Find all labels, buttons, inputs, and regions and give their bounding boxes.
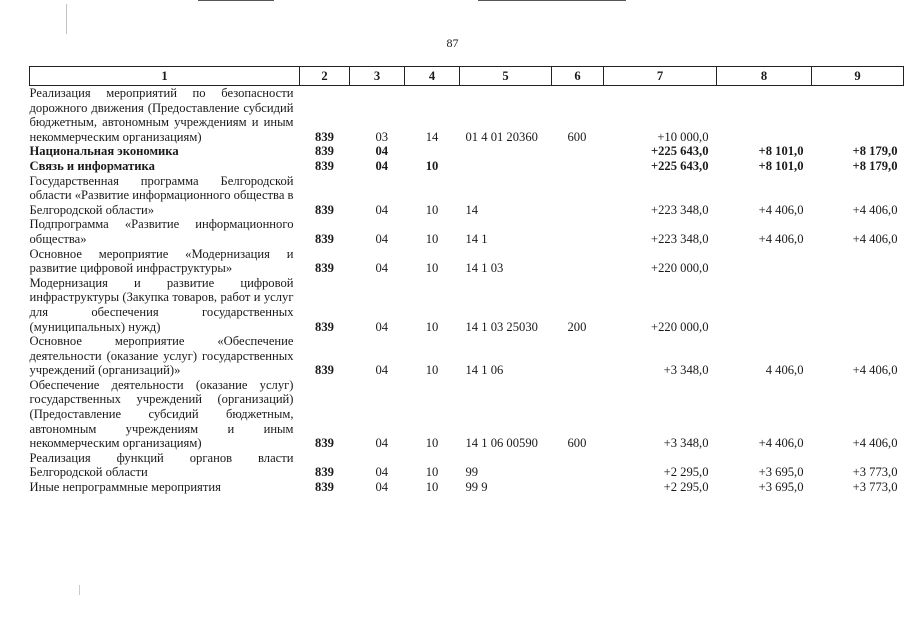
cell-amount-8 [717,247,812,276]
cell-amount-8: +8 101,0 [758,158,804,173]
cell-expense-type [552,334,604,378]
cell-section: 04 [375,231,389,246]
cell-subsection: 10 [425,465,439,480]
column-header: 9 [812,67,904,86]
cell-section: 04 [375,319,389,334]
table-row [30,86,904,145]
cell-section: 04 [375,480,389,495]
cell-subsection: 14 [425,129,439,144]
table-row [30,378,904,451]
cell-subsection: 10 [425,319,439,334]
cell-section: 04 [375,465,389,480]
cell-amount-7: +225 643,0 [650,144,709,159]
top-rule-right [478,0,626,1]
column-header: 3 [350,67,405,86]
cell-code: 839 [315,465,334,480]
cell-expense-type [552,174,604,218]
column-header: 5 [460,67,552,86]
cell-target-article: 14 [465,202,479,217]
cell-code: 839 [315,319,334,334]
scan-mark [66,4,67,34]
cell-amount-9: +4 406,0 [852,363,898,378]
cell-amount-7: +10 000,0 [657,129,709,144]
cell-amount-9: +4 406,0 [852,231,898,246]
cell-code: 839 [315,480,334,495]
item-name: Связь и информатика [29,158,155,173]
cell-subsection: 10 [425,202,439,217]
cell-expense-type [552,480,604,495]
column-header: 4 [405,67,460,86]
cell-section: 04 [375,436,389,451]
top-rule-left [198,0,274,1]
item-name: Модернизация и развитие цифровой инфраструктуры (Закупка товаров, работ и услуг для обеспечения государственных (муниципальных) нужд) [29,275,294,334]
cell-code: 839 [315,231,334,246]
cell-amount-9: +4 406,0 [852,202,898,217]
table-row [30,480,904,495]
item-name: Реализация функций органов власти Белгородской области [29,450,294,480]
cell-section: 04 [375,202,389,217]
column-header: 1 [30,67,300,86]
cell-amount-7: +220 000,0 [651,319,709,334]
cell-amount-7: +2 295,0 [663,480,709,495]
cell-subsection: 10 [425,261,439,276]
cell-amount-8 [717,86,812,145]
cell-expense-type: 600 [567,436,587,451]
column-header: 2 [300,67,350,86]
cell-amount-7: +3 348,0 [663,436,709,451]
cell-expense-type [552,159,604,174]
cell-target-article: 14 1 06 00590 [465,436,538,451]
cell-amount-7: +2 295,0 [663,465,709,480]
table-row [30,451,904,480]
cell-subsection: 10 [425,158,439,173]
cell-target-article [460,144,552,159]
cell-amount-9: +3 773,0 [852,465,898,480]
cell-code: 839 [315,144,334,159]
cell-amount-9: +8 179,0 [852,158,898,173]
table-row [30,217,904,246]
cell-amount-8: +4 406,0 [758,436,804,451]
page-number: 87 [446,36,459,50]
cell-expense-type [552,247,604,276]
cell-amount-8: 4 406,0 [765,363,804,378]
cell-expense-type: 600 [567,129,587,144]
item-name: Обеспечение деятельности (оказание услуг) государственных учреждений (организаций) (Предоставление субсидий бюджетным, автономным учреждениям и иным некоммерческим организациям) [29,377,294,451]
cell-target-article: 14 1 06 [465,363,504,378]
cell-amount-8: +4 406,0 [758,231,804,246]
table-header-row [30,67,904,86]
cell-amount-8: +3 695,0 [758,465,804,480]
item-name: Основное мероприятие «Обеспечение деятельности (оказание услуг) государственных учреждений (организаций)» [29,334,294,378]
cell-expense-type [552,144,604,159]
cell-code: 839 [315,363,334,378]
table-row [30,159,904,174]
cell-subsection: 10 [425,363,439,378]
item-name: Реализация мероприятий по безопасности дорожного движения (Предоставление субсидий бюджетным, автономным учреждениям и иным некоммерческим организациям) [29,86,294,144]
item-name: Иные непрограммные мероприятия [29,480,221,495]
cell-expense-type [552,217,604,246]
cell-amount-8: +4 406,0 [758,202,804,217]
cell-subsection: 10 [425,231,439,246]
cell-target-article: 99 [465,465,479,480]
cell-code: 839 [315,129,334,144]
cell-amount-7: +223 348,0 [651,231,709,246]
cell-section: 04 [375,363,389,378]
scan-mark [79,585,80,595]
cell-subsection: 10 [425,480,439,495]
column-header: 8 [717,67,812,86]
cell-amount-9: +8 179,0 [852,144,898,159]
cell-section: 04 [375,144,389,159]
budget-table [29,66,904,495]
cell-target-article: 14 1 03 25030 [465,319,538,334]
cell-section: 04 [375,261,389,276]
cell-amount-9: +4 406,0 [852,436,898,451]
cell-target-article: 99 9 [465,480,488,495]
cell-expense-type [552,451,604,480]
item-name: Национальная экономика [29,144,179,159]
column-header: 6 [552,67,604,86]
cell-target-article: 14 1 [465,231,488,246]
cell-amount-8: +3 695,0 [758,480,804,495]
column-header: 7 [604,67,717,86]
cell-amount-8: +8 101,0 [758,144,804,159]
cell-amount-7: +225 643,0 [650,158,709,173]
cell-code: 839 [315,436,334,451]
cell-amount-7: +220 000,0 [651,261,709,276]
cell-amount-7: +223 348,0 [651,202,709,217]
table-row [30,276,904,334]
cell-section: 04 [375,158,389,173]
cell-amount-8 [717,276,812,334]
cell-subsection [405,144,460,159]
table-row [30,174,904,218]
cell-amount-9 [812,247,904,276]
cell-section: 03 [375,129,389,144]
cell-code: 839 [315,158,334,173]
cell-target-article [460,159,552,174]
table-row [30,334,904,378]
item-name: Подпрограмма «Развитие информационного общества» [29,217,294,246]
cell-target-article: 01 4 01 20360 [465,129,538,144]
item-name: Государственная программа Белгородской области «Развитие информационного общества в Белгородской области» [29,173,294,217]
cell-amount-9 [812,276,904,334]
table-row [30,144,904,159]
item-name: Основное мероприятие «Модернизация и развитие цифровой инфраструктуры» [29,246,294,276]
table-row [30,247,904,276]
cell-amount-9 [812,86,904,145]
cell-subsection: 10 [425,436,439,451]
cell-code: 839 [315,261,334,276]
cell-amount-7: +3 348,0 [663,363,709,378]
cell-code: 839 [315,202,334,217]
cell-target-article: 14 1 03 [465,261,504,276]
cell-expense-type: 200 [567,319,587,334]
cell-amount-9: +3 773,0 [852,480,898,495]
